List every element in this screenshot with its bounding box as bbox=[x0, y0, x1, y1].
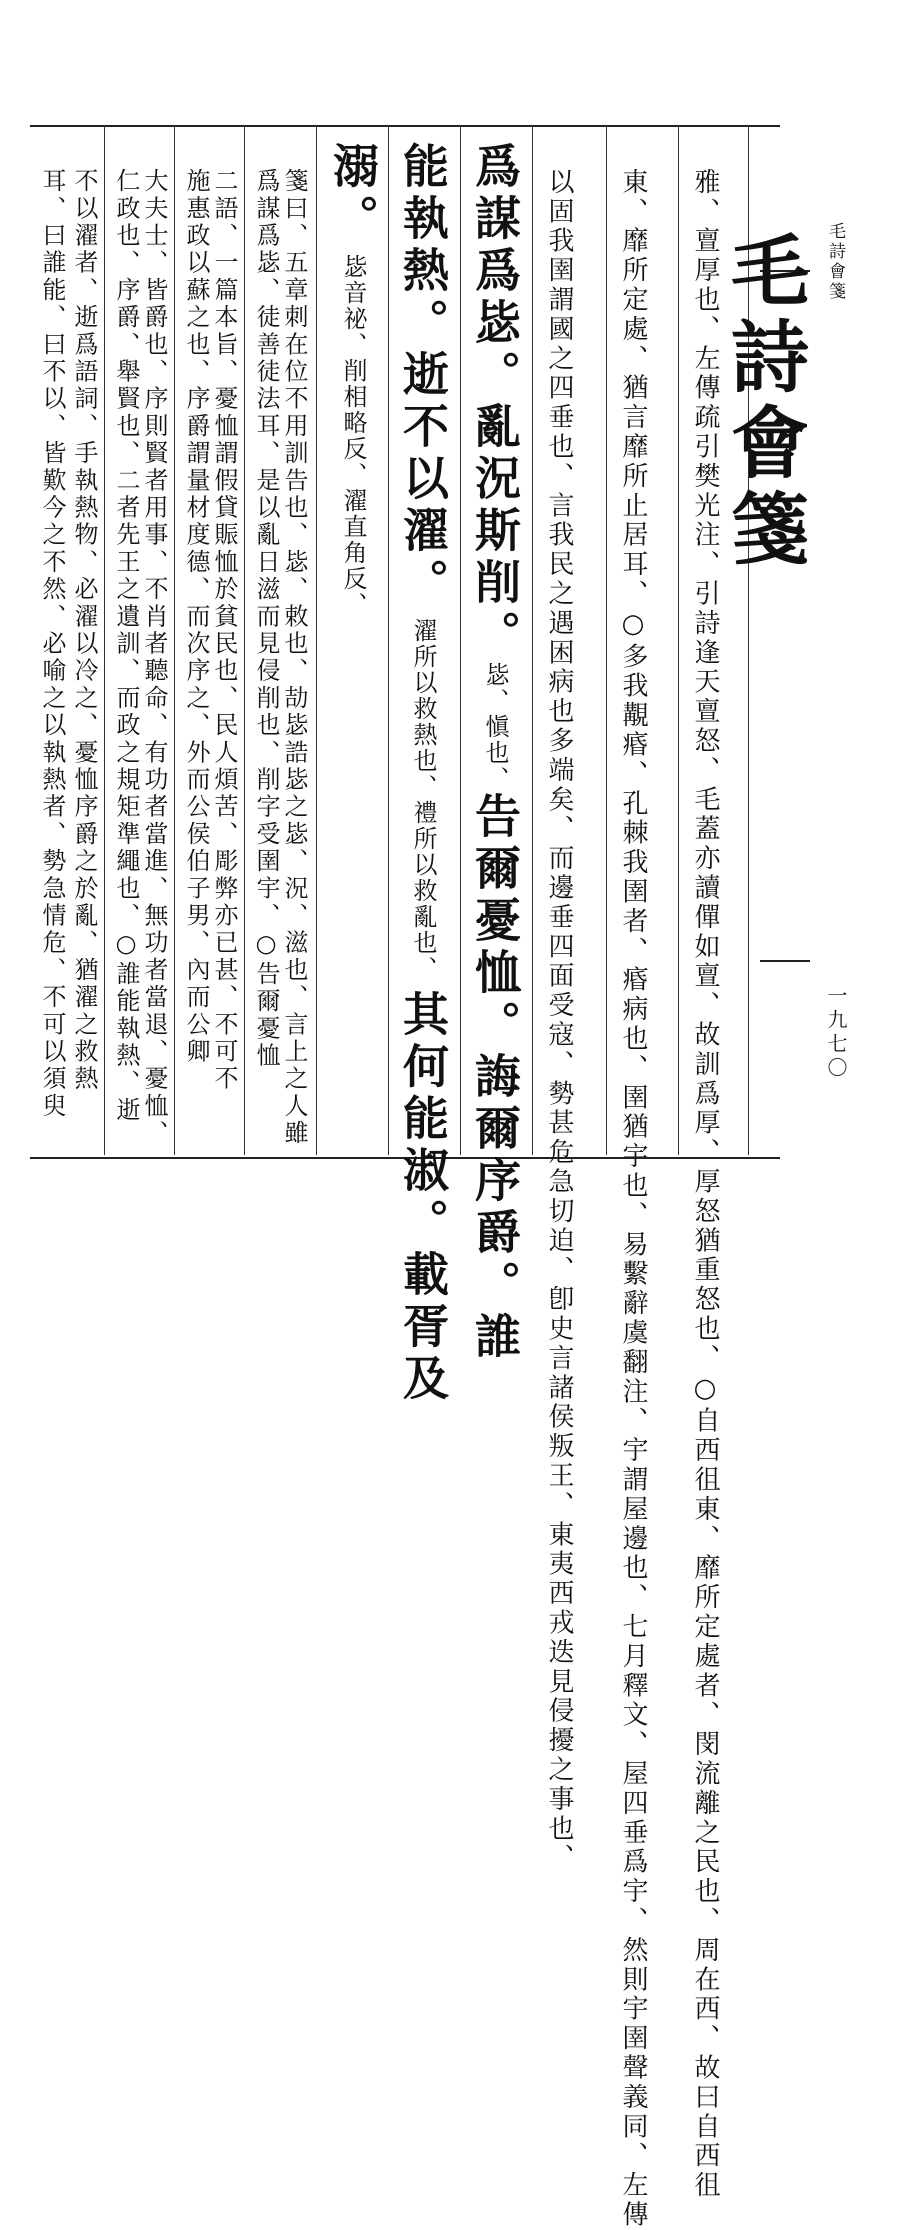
column-rule bbox=[388, 125, 389, 1155]
verse-text: 能執熱。逝不以濯。 bbox=[396, 142, 450, 610]
column-rule bbox=[606, 125, 607, 1155]
commentary-column: 雅、亶厚也、左傳疏引樊光注、引詩逢天亶怒、毛蓋亦讀僤如亶、故訓爲厚、厚怒猶重怒也、○自西徂東、靡所定處者、閔流離之民也、周在西、故曰自西徂 bbox=[690, 168, 720, 2201]
verse-text: 爲謀爲毖。亂況斯削。 bbox=[468, 142, 522, 662]
commentary-column: 東、靡所定處、猶言靡所止居耳、○多我覯痻、孔棘我圉者、痻病也、圉猶宇也、易繫辭虞翻注、宇謂屋邊也、七月釋文、屋四垂爲宇、然則宇圉聲義同、左傳 bbox=[618, 168, 648, 2230]
commentary-column: 不以濯者、逝爲語詞、手執熱物、必濯以冷之、憂恤序爵之於亂、猶濯之救熱 bbox=[70, 168, 98, 1093]
column-rule bbox=[460, 125, 461, 1155]
commentary-column: 仁政也、序爵、舉賢也、二者先王之遺訓、而政之規矩準繩也、○誰能執熱、逝 bbox=[112, 168, 140, 1124]
column-rule bbox=[316, 125, 317, 1155]
verse-note: 反、濯直角反、 bbox=[339, 436, 367, 618]
commentary-column: 耳、曰誰能、曰不以、皆歎今之不然、必喻之以執熱者、勢急情危、不可以須臾 bbox=[38, 168, 66, 1120]
commentary-column: 施惠政以蘇之也、序爵謂量材度德、而次序之、外而公侯伯子男、內而公卿 bbox=[182, 168, 210, 1066]
verse-note: 濯所以救熱也、 bbox=[409, 618, 437, 800]
verse-note-pair bbox=[338, 254, 366, 618]
verse-note: 毖、愼也、 bbox=[481, 662, 509, 792]
commentary-column: 二語、一篇本旨、憂恤謂假貸賑恤於貧民也、民人煩苦、彫弊亦已甚、不可不 bbox=[210, 168, 238, 1093]
column-rule bbox=[532, 125, 533, 1155]
commentary-column: 以固我圉謂國之四垂也、言我民之遇困病也多端矣、而邊垂四面受寇、勢甚危急切迫、卽史言諸侯叛王、東夷西戎迭見侵擾之事也、 bbox=[544, 168, 574, 1874]
verse-note: 禮所以救亂也、 bbox=[409, 800, 437, 982]
column-rule bbox=[678, 125, 679, 1155]
section-title: 毛詩會箋 bbox=[718, 230, 809, 574]
verse-note: 毖音祕、削相略 bbox=[339, 254, 367, 436]
verse-text: 其何能淑。載胥及 bbox=[396, 990, 450, 1406]
verse-text: 告爾憂恤。誨爾序爵。誰 bbox=[468, 792, 522, 1364]
verse-column bbox=[468, 142, 522, 1364]
title-rule bbox=[760, 960, 810, 962]
running-head: 毛詩會箋 bbox=[825, 222, 845, 302]
commentary-column: 爲謀爲毖、徒善徒法耳、是以亂日滋而見侵削也、削字受圉宇、○告爾憂恤 bbox=[252, 168, 280, 1070]
verse-column bbox=[396, 142, 450, 1406]
page-number: 一九七〇 bbox=[824, 985, 848, 1081]
verse-text: 溺。 bbox=[326, 142, 380, 246]
column-rule bbox=[104, 125, 105, 1155]
column-rule bbox=[174, 125, 175, 1155]
commentary-column: 箋曰、五章刺在位不用訓告也、毖、敕也、劼毖誥毖之毖、況、滋也、言上之人雖 bbox=[280, 168, 308, 1148]
verse-column bbox=[326, 142, 380, 626]
commentary-column: 大夫士、皆爵也、序則賢者用事、不肖者聽命、有功者當進、無功者當退、憂恤、 bbox=[140, 168, 168, 1148]
verse-note-pair bbox=[408, 618, 436, 982]
column-rule bbox=[244, 125, 245, 1155]
